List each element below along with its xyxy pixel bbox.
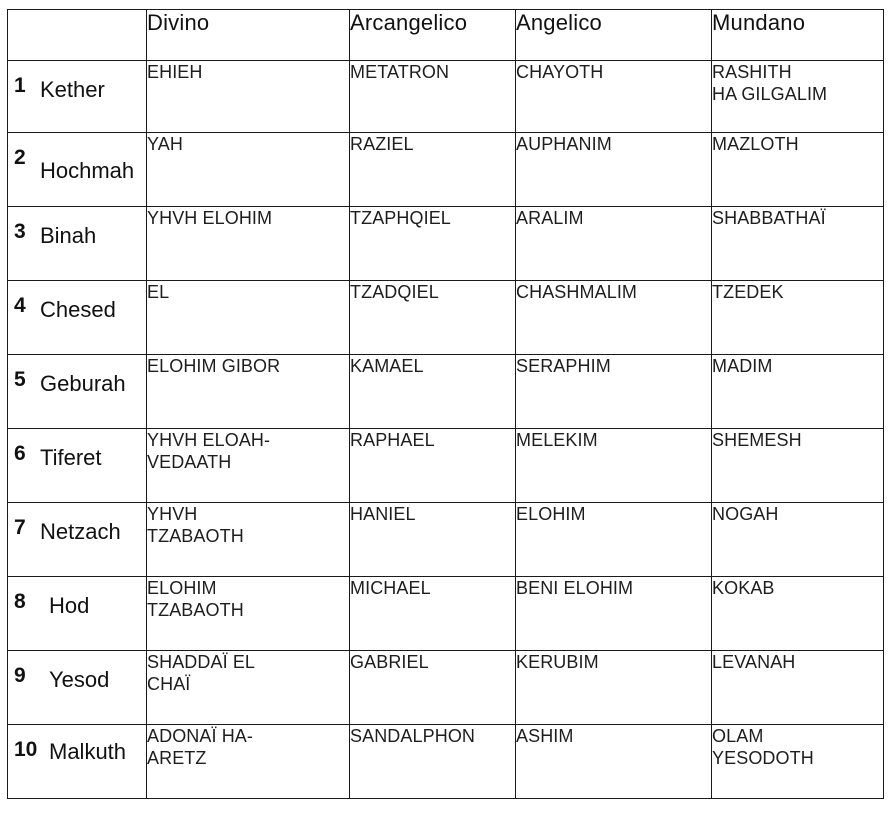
divino-cell [147, 355, 350, 429]
angelico-cell [516, 429, 712, 503]
sefira-number: 8 [14, 590, 26, 613]
sefira-cell [8, 503, 147, 577]
divino-value-line: ELOHIM GIBOR [147, 356, 281, 376]
sefira-cell [8, 577, 147, 651]
arcangelico-cell [350, 61, 516, 133]
divino-value-line: EHIEH [147, 62, 203, 82]
divino-cell [147, 503, 350, 577]
table-row [8, 355, 884, 429]
sefira-name: Tiferet [40, 445, 102, 470]
mundano-cell [712, 61, 884, 133]
header-mundano: Mundano [712, 10, 884, 61]
table-row [8, 725, 884, 799]
arcangelico-value-line: SANDALPHON [350, 726, 476, 746]
mundano-value-line: KOKAB [712, 578, 775, 598]
mundano-cell [712, 651, 884, 725]
sefira-name: Kether [40, 77, 105, 102]
sefira-cell [8, 651, 147, 725]
mundano-cell [712, 429, 884, 503]
sefirot-table [7, 9, 884, 799]
mundano-value-line: OLAM [712, 726, 764, 746]
angelico-value-line: AUPHANIM [516, 134, 612, 154]
sefira-cell [8, 725, 147, 799]
mundano-cell [712, 133, 884, 207]
angelico-cell [516, 133, 712, 207]
divino-value-line: ARETZ [147, 748, 207, 768]
divino-cell [147, 61, 350, 133]
sefira-number: 9 [14, 664, 26, 687]
arcangelico-cell [350, 503, 516, 577]
angelico-cell [516, 281, 712, 355]
divino-value-line: VEDAATH [147, 452, 232, 472]
sefira-cell [8, 429, 147, 503]
divino-cell [147, 207, 350, 281]
mundano-cell [712, 207, 884, 281]
mundano-value-line: NOGAH [712, 504, 779, 524]
divino-value-line: ADONAÏ HA- [147, 726, 254, 746]
mundano-cell [712, 503, 884, 577]
table-body [8, 10, 884, 799]
mundano-value-line: LEVANAH [712, 652, 796, 672]
angelico-value-line: ARALIM [516, 208, 584, 228]
sefira-number: 4 [14, 294, 26, 317]
mundano-value-line: MADIM [712, 356, 773, 376]
mundano-value-line: RASHITH [712, 62, 792, 82]
sefira-number: 3 [14, 220, 26, 243]
divino-value-line: ELOHIM [147, 578, 217, 598]
sefira-number: 7 [14, 516, 26, 539]
arcangelico-value-line: TZADQIEL [350, 282, 439, 302]
header-angelico: Angelico [516, 10, 712, 61]
divino-cell [147, 577, 350, 651]
arcangelico-cell [350, 725, 516, 799]
arcangelico-value-line: GABRIEL [350, 652, 429, 672]
sefira-number: 5 [14, 368, 26, 391]
arcangelico-value-line: HANIEL [350, 504, 416, 524]
divino-cell [147, 281, 350, 355]
angelico-cell [516, 355, 712, 429]
mundano-cell [712, 281, 884, 355]
table-row [8, 281, 884, 355]
header-row [8, 10, 884, 61]
table-row [8, 207, 884, 281]
angelico-value-line: ASHIM [516, 726, 574, 746]
divino-cell [147, 725, 350, 799]
angelico-value-line: CHASHMALIM [516, 282, 638, 302]
angelico-value-line: BENI ELOHIM [516, 578, 634, 598]
header-divino: Divino [147, 10, 350, 61]
table-row [8, 651, 884, 725]
divino-cell [147, 133, 350, 207]
arcangelico-value-line: KAMAEL [350, 356, 424, 376]
angelico-cell [516, 725, 712, 799]
divino-value-line: YHVH [147, 504, 198, 524]
divino-value-line: YHVH ELOHIM [147, 208, 273, 228]
sefira-number: 6 [14, 442, 26, 465]
arcangelico-value-line: RAZIEL [350, 134, 414, 154]
divino-value-line: YAH [147, 134, 183, 154]
arcangelico-cell [350, 651, 516, 725]
arcangelico-cell [350, 133, 516, 207]
arcangelico-value-line: RAPHAEL [350, 430, 435, 450]
mundano-value-line: YESODOTH [712, 748, 814, 768]
table-row [8, 61, 884, 133]
divino-value-line: SHADDAÏ EL [147, 652, 256, 672]
angelico-cell [516, 577, 712, 651]
mundano-value-line: HA GILGALIM [712, 84, 828, 104]
sefira-number: 10 [14, 738, 38, 761]
angelico-cell [516, 651, 712, 725]
mundano-cell [712, 577, 884, 651]
divino-value-line: TZABAOTH [147, 600, 244, 620]
divino-value-line: YHVH ELOAH- [147, 430, 271, 450]
table-row [8, 503, 884, 577]
angelico-value-line: MELEKIM [516, 430, 598, 450]
angelico-value-line: CHAYOTH [516, 62, 604, 82]
divino-value-line: EL [147, 282, 170, 302]
arcangelico-cell [350, 355, 516, 429]
sefira-cell [8, 207, 147, 281]
sefira-number: 1 [14, 74, 26, 97]
mundano-cell [712, 725, 884, 799]
arcangelico-cell [350, 281, 516, 355]
angelico-cell [516, 207, 712, 281]
sefira-name: Hod [49, 593, 90, 618]
sefira-cell [8, 281, 147, 355]
arcangelico-cell [350, 577, 516, 651]
arcangelico-value-line: TZAPHQIEL [350, 208, 451, 228]
arcangelico-cell [350, 429, 516, 503]
angelico-value-line: SERAPHIM [516, 356, 611, 376]
angelico-value-line: ELOHIM [516, 504, 586, 524]
header-arcangelico: Arcangelico [350, 10, 516, 61]
sefira-name: Netzach [40, 519, 121, 544]
angelico-cell [516, 61, 712, 133]
sefira-number: 2 [14, 146, 26, 169]
table-row [8, 133, 884, 207]
sefira-name: Yesod [49, 667, 110, 692]
sefira-cell [8, 61, 147, 133]
divino-value-line: TZABAOTH [147, 526, 244, 546]
mundano-value-line: SHABBATHAÏ [712, 208, 826, 228]
arcangelico-value-line: MICHAEL [350, 578, 431, 598]
sefira-name: Chesed [40, 297, 116, 322]
table-row [8, 577, 884, 651]
sefira-cell [8, 355, 147, 429]
divino-cell [147, 429, 350, 503]
angelico-value-line: KERUBIM [516, 652, 599, 672]
mundano-value-line: SHEMESH [712, 430, 802, 450]
mundano-value-line: TZEDEK [712, 282, 784, 302]
sefira-name: Hochmah [40, 158, 135, 183]
sefira-cell [8, 133, 147, 207]
sefira-name: Malkuth [49, 739, 127, 764]
sefira-name: Geburah [40, 371, 126, 396]
angelico-cell [516, 503, 712, 577]
sefira-name: Binah [40, 223, 97, 248]
arcangelico-cell [350, 207, 516, 281]
mundano-cell [712, 355, 884, 429]
table-row [8, 429, 884, 503]
arcangelico-value-line: METATRON [350, 62, 450, 82]
mundano-value-line: MAZLOTH [712, 134, 799, 154]
header-corner [8, 10, 147, 61]
divino-value-line: CHAÏ [147, 674, 191, 694]
divino-cell [147, 651, 350, 725]
